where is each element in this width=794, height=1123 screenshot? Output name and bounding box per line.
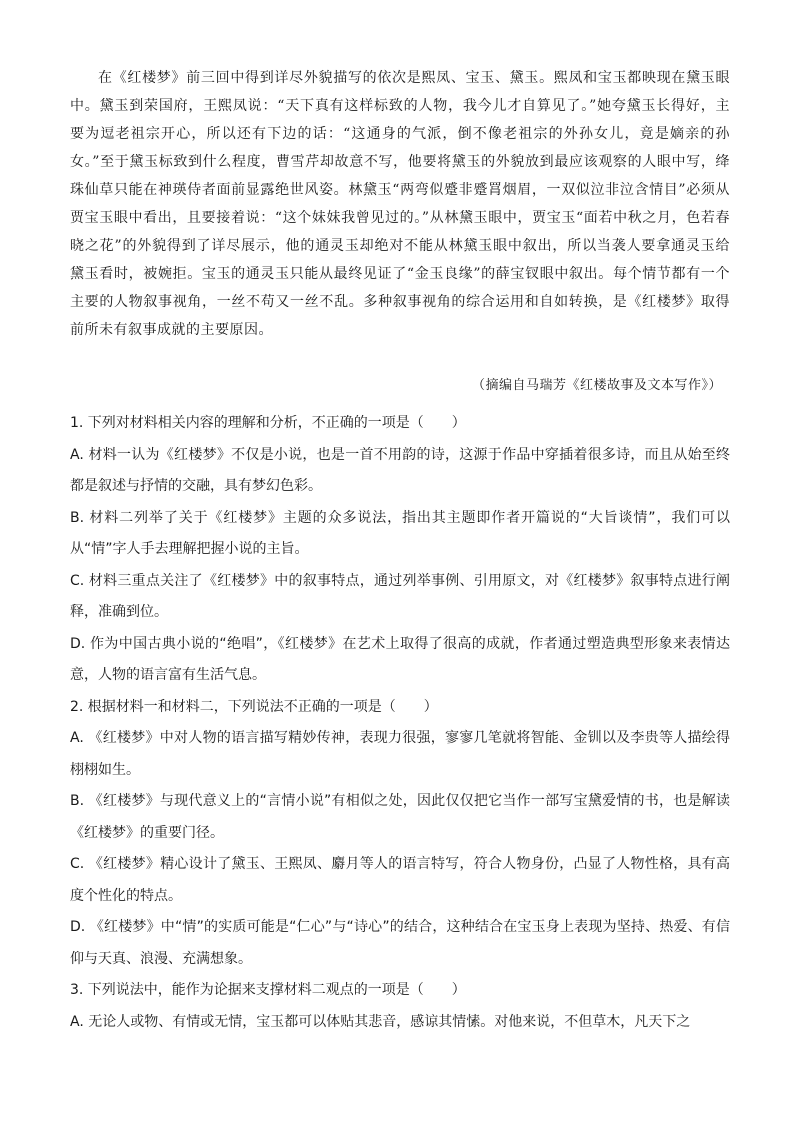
- question-2-option-b: B. 《红楼梦》与现代意义上的“言情小说”有相似之处，因此仅仅把它当作一部写宝黛爱情的书，也是解读《红楼梦》的重要门径。: [70, 793, 730, 841]
- question-3-stem: 3. 下列说法中，能作为论据来支撑材料二观点的一项是（ ）: [70, 982, 466, 998]
- question-1-stem: 1. 下列对材料相关内容的理解和分析，不正确的一项是（ ）: [70, 415, 466, 431]
- question-3-option-a: A. 无论人或物、有情或无情，宝玉都可以体贴其悲音，感谅其情愫。对他来说，不但草木，凡天下之: [70, 1013, 691, 1030]
- question-2-option-a: A. 《红楼梦》中对人物的语言描写精妙传神，表现力很强，寥寥几笔就将智能、金钏以及李贵等人描绘得栩栩如生。: [70, 730, 730, 778]
- passage-paragraph: 在《红楼梦》前三回中得到详尽外貌描写的依次是熙凤、宝玉、黛玉。熙凤和宝玉都映现在黛玉眼中。黛玉到荣国府，王熙凤说：“天下真有这样标致的人物，我今儿才自算见了。”她夸黛玉长得好，主要为逗老祖宗开心，所以还有下边的话：“这通身的气派，倒不像老祖宗的外孙女儿，竟是嫡亲的孙女。”至于黛玉标致到什么程度，曹雪芹却故意不写，他要将黛玉的外貌放到最应该观察的人眼中写，绛珠仙草只能在神瑛侍者面前显露绝世风姿。林黛玉“两弯似蹙非蹙罥烟眉，一双似泣非泣含情目”必须从贾宝玉眼中看出，且要接着说：“这个妹妹我曾见过的。”从林黛玉眼中，贾宝玉“面若中秋之月，色若春晓之花”的外貌得到了详尽展示，他的通灵玉却绝对不能从林黛玉眼中叙出，所以当袭人要拿通灵玉给黛玉看时，被婉拒。宝玉的通灵玉只能从最终见证了“金玉良缘”的薛宝钗眼中叙出。每个情节都有一个主要的人物叙事视角，一丝不苟又一丝不乱。多种叙事视角的综合运用和自如转换，是《红楼梦》取得前所未有叙事成就的主要原因。: [70, 70, 730, 338]
- question-2-option-c: C. 《红楼梦》精心设计了黛玉、王熙凤、麝月等人的语言特写，符合人物身份，凸显了人物性格，具有高度个性化的特点。: [70, 856, 730, 904]
- question-2-option-d: D. 《红楼梦》中“情”的实质可能是“仁心”与“诗心”的结合，这种结合在宝玉身上表现为坚持、热爱、有信仰与天真、浪漫、充满想象。: [70, 919, 730, 967]
- question-1-option-c: C. 材料三重点关注了《红楼梦》中的叙事特点，通过列举事例、引用原文，对《红楼梦》叙事特点进行阐释，准确到位。: [70, 572, 730, 620]
- question-1-option-a: A. 材料一认为《红楼梦》不仅是小说，也是一首不用韵的诗，这源于作品中穿插着很多诗，而且从始至终都是叙述与抒情的交融，具有梦幻色彩。: [70, 446, 730, 494]
- question-1-option-b: B. 材料二列举了关于《红楼梦》主题的众多说法，指出其主题即作者开篇说的“大旨谈情”，我们可以从“情”字人手去理解把握小说的主旨。: [70, 509, 730, 557]
- question-2-stem: 2. 根据材料一和材料二，下列说法不正确的一项是（ ）: [70, 698, 438, 715]
- question-list: [70, 408, 730, 1038]
- question-1-option-d: D. 作为中国古典小说的“绝唱”，《红楼梦》在艺术上取得了很高的成就，作者通过塑造典型形象来表情达意，人物的语言富有生活气息。: [70, 635, 730, 683]
- passage-source: （摘编自马瑞芳《红楼故事及文本写作》）: [471, 378, 722, 393]
